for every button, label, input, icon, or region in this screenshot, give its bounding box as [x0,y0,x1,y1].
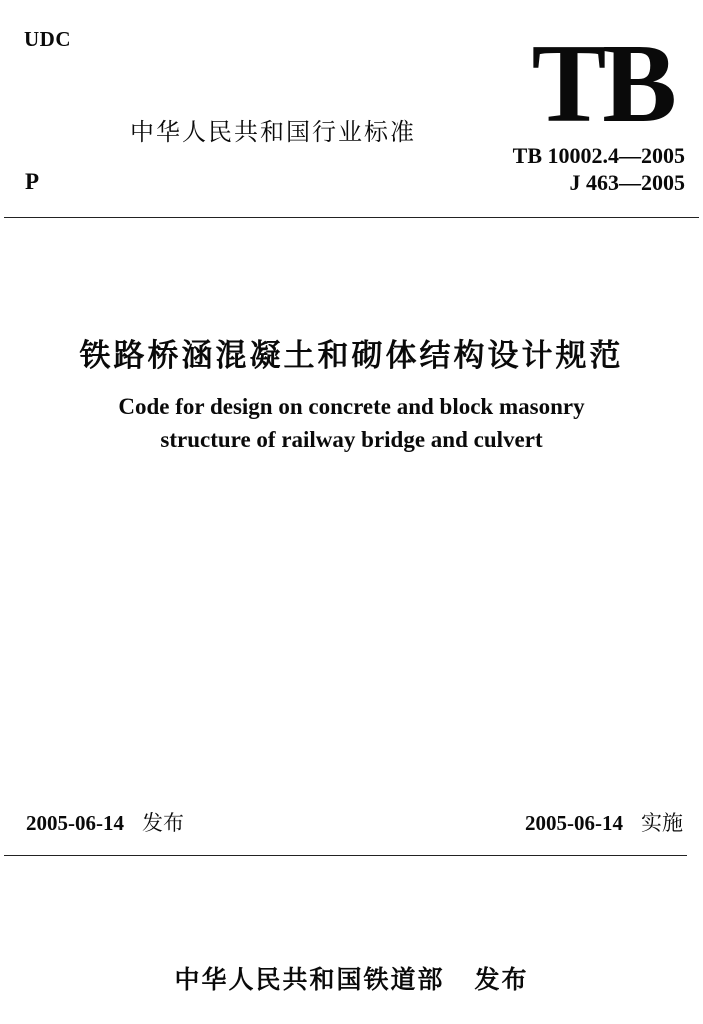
udc-label: UDC [24,27,71,51]
document-title-chinese: 铁路桥涵混凝土和砌体结构设计规范 [79,338,624,374]
issue-date-group [26,807,184,837]
national-standard-heading: 中华人民共和国行业标准 [130,118,416,146]
effective-date: 2005-06-14 [525,811,623,835]
standard-number: TB 10002.4—2005 [512,143,685,168]
top-divider [4,217,699,218]
tb-logo: TB [531,22,673,146]
english-title-line-1: Code for design on concrete and block masonry [118,394,585,419]
standard-number-block [513,142,685,196]
category-label: P [25,169,40,194]
issue-label: 发布 [142,811,184,835]
issuer-name: 中华人民共和国铁道部 [174,965,445,994]
bottom-divider [4,855,687,856]
document-title-english [0,390,703,456]
issuer-line [0,960,703,996]
english-title-line-2: structure of railway bridge and culvert [160,427,543,452]
issue-date: 2005-06-14 [26,811,124,835]
issuer-action: 发布 [474,965,529,994]
effective-date-group [525,807,683,837]
record-number: J 463—2005 [569,170,685,195]
effective-label: 实施 [641,811,683,835]
